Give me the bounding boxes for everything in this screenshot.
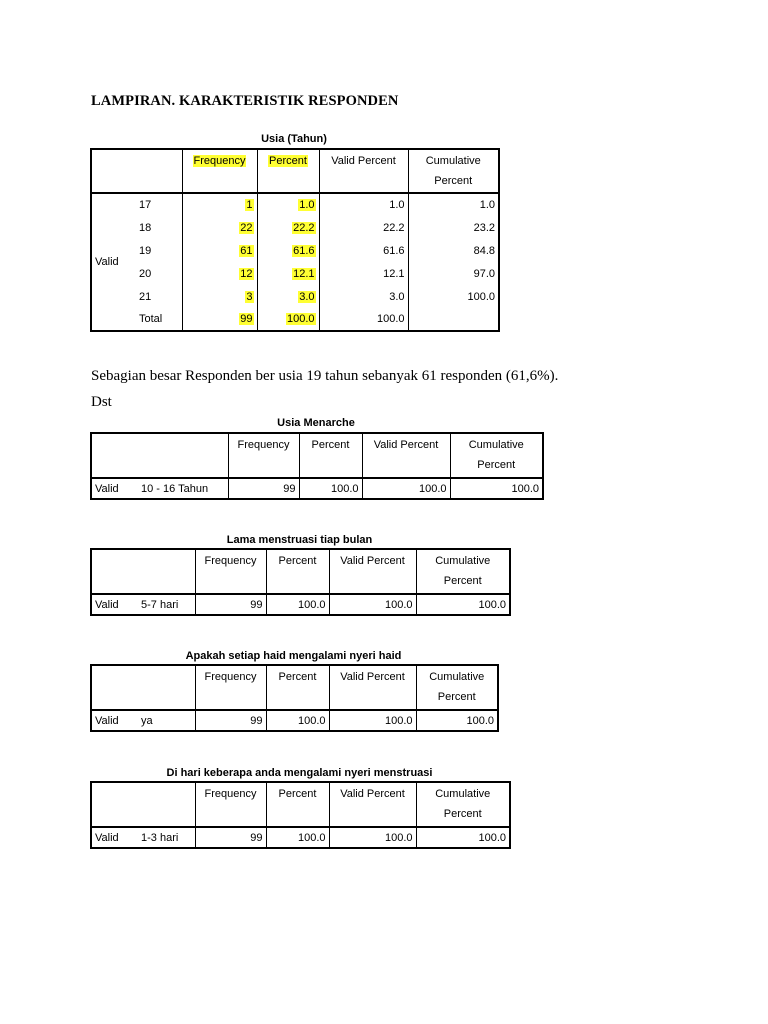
table-row: Valid 17 1 1.0 1.0 1.0 <box>91 193 499 216</box>
table-row: Valid 10 - 16 Tahun 99 100.0 100.0 100.0 <box>91 478 543 499</box>
table-title-lama-menstruasi: Lama menstruasi tiap bulan <box>226 534 373 546</box>
table-row-total: Total 99 100.0 100.0 <box>91 308 499 331</box>
table-row: 20 12 12.1 12.1 97.0 <box>91 262 499 285</box>
table-row: 19 61 61.6 61.6 84.8 <box>91 239 499 262</box>
table-header-row: Frequency Percent Valid Percent Cumulative Percent <box>91 665 498 710</box>
table-lama-menstruasi <box>90 548 511 616</box>
table-hari-nyeri <box>90 781 511 849</box>
header-frequency: Frequency <box>182 149 257 193</box>
table-header-row <box>91 149 499 193</box>
table-header-row: Frequency Percent Valid Percent Cumulative Percent <box>91 433 543 478</box>
table-row: 18 22 22.2 22.2 23.2 <box>91 216 499 239</box>
table-title-nyeri-haid: Apakah setiap haid mengalami nyeri haid <box>185 650 402 662</box>
table-menarche <box>90 432 544 500</box>
table-usia <box>90 148 500 332</box>
table-title-usia: Usia (Tahun) <box>261 133 327 145</box>
table-title-menarche: Usia Menarche <box>277 417 355 429</box>
table-row: Valid 1-3 hari 99 100.0 100.0 100.0 <box>91 827 510 848</box>
header-percent: Percent <box>257 149 319 193</box>
table-header-row: Frequency Percent Valid Percent Cumulative Percent <box>91 549 510 594</box>
page-heading: LAMPIRAN. KARAKTERISTIK RESPONDEN <box>91 93 399 109</box>
table-nyeri-haid <box>90 664 499 732</box>
table-title-hari-nyeri: Di hari keberapa anda mengalami nyeri menstruasi <box>166 767 433 779</box>
table-header-row: Frequency Percent Valid Percent Cumulative Percent <box>91 782 510 827</box>
table-row: Valid ya 99 100.0 100.0 100.0 <box>91 710 498 731</box>
header-valid-percent: Valid Percent <box>319 149 408 193</box>
summary-paragraph: Sebagian besar Responden ber usia 19 tahun sebanyak 61 responden (61,6%). <box>91 368 559 384</box>
table-row: Valid 5-7 hari 99 100.0 100.0 100.0 <box>91 594 510 615</box>
header-cumulative-percent: Cumulative Percent <box>408 149 499 193</box>
table-row: 21 3 3.0 3.0 100.0 <box>91 285 499 308</box>
group-label: Valid <box>91 193 136 331</box>
continuation-text: Dst <box>91 394 112 410</box>
